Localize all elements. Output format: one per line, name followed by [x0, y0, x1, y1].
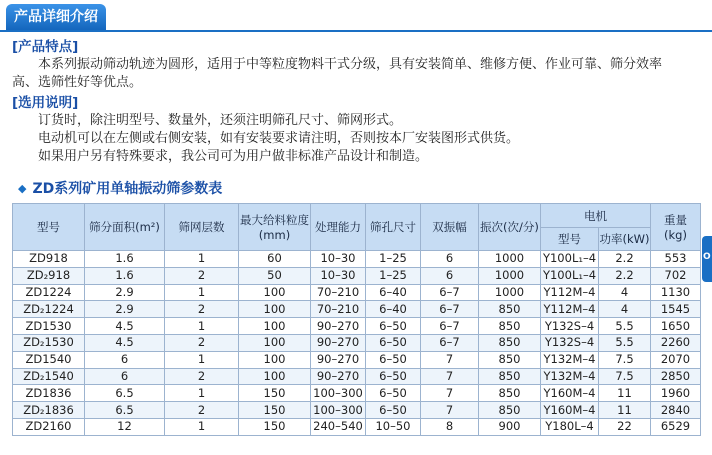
cell-layers: 1	[165, 418, 239, 435]
cell-hole-size: 10–50	[366, 418, 421, 435]
cell-weight: 2260	[651, 334, 701, 351]
header-frequency: 振次(次/分)	[479, 204, 541, 251]
cell-power: 4	[599, 301, 651, 318]
selection-line-3: 如果用户另有特殊要求，我公司可为用户做非标准产品设计和制造。	[12, 149, 429, 164]
cell-frequency: 1000	[479, 284, 541, 301]
cell-amplitude: 7	[421, 402, 479, 419]
header-hole-size: 筛孔尺寸	[366, 204, 421, 251]
features-section	[12, 38, 662, 92]
cell-power: 11	[599, 402, 651, 419]
cell-motor-model: Y180L–4	[541, 418, 599, 435]
cell-layers: 1	[165, 351, 239, 368]
cell-hole-size: 6–50	[366, 385, 421, 402]
cell-layers: 1	[165, 318, 239, 335]
table-row	[13, 402, 701, 419]
cell-area: 4.5	[85, 318, 165, 335]
cell-frequency: 850	[479, 334, 541, 351]
cell-model: ZD1836	[13, 385, 85, 402]
cell-hole-size: 6–50	[366, 334, 421, 351]
cell-model: ZD1224	[13, 284, 85, 301]
cell-area: 2.9	[85, 284, 165, 301]
cell-feed-size: 100	[239, 284, 311, 301]
cell-hole-size: 6–50	[366, 318, 421, 335]
cell-weight: 1130	[651, 284, 701, 301]
cell-capacity: 70–210	[311, 301, 366, 318]
tab-product-details[interactable]: 产品详细介绍	[6, 4, 106, 30]
cell-layers: 2	[165, 368, 239, 385]
cell-motor-model: Y132S–4	[541, 318, 599, 335]
cell-area: 6.5	[85, 385, 165, 402]
cell-layers: 2	[165, 267, 239, 284]
selection-section	[12, 94, 519, 166]
cell-layers: 2	[165, 402, 239, 419]
cell-feed-size: 50	[239, 267, 311, 284]
cell-weight: 2840	[651, 402, 701, 419]
cell-hole-size: 6–40	[366, 284, 421, 301]
cell-amplitude: 7	[421, 368, 479, 385]
cell-amplitude: 6–7	[421, 334, 479, 351]
cell-capacity: 10–30	[311, 267, 366, 284]
cell-area: 1.6	[85, 251, 165, 268]
cell-weight: 1650	[651, 318, 701, 335]
cell-motor-model: Y132M–4	[541, 351, 599, 368]
header-motor-power: 功率(kW)	[599, 228, 651, 251]
header-model: 型号	[13, 204, 85, 251]
cell-frequency: 1000	[479, 251, 541, 268]
header-capacity: 处理能力	[311, 204, 366, 251]
cell-hole-size: 1–25	[366, 251, 421, 268]
cell-motor-model: Y100L₁–4	[541, 267, 599, 284]
cell-amplitude: 6	[421, 251, 479, 268]
cell-amplitude: 6–7	[421, 301, 479, 318]
header-layers: 筛网层数	[165, 204, 239, 251]
cell-frequency: 1000	[479, 267, 541, 284]
cell-motor-model: Y160M–4	[541, 385, 599, 402]
cell-model: ZD₂1530	[13, 334, 85, 351]
cell-amplitude: 7	[421, 385, 479, 402]
cell-amplitude: 6–7	[421, 284, 479, 301]
cell-area: 4.5	[85, 334, 165, 351]
cell-model: ZD1530	[13, 318, 85, 335]
tab-bar	[0, 0, 712, 32]
cell-feed-size: 100	[239, 301, 311, 318]
table-row	[13, 334, 701, 351]
cell-frequency: 850	[479, 351, 541, 368]
cell-power: 7.5	[599, 368, 651, 385]
header-weight-label: 重量	[664, 213, 687, 227]
cell-feed-size: 150	[239, 385, 311, 402]
cell-weight: 2070	[651, 351, 701, 368]
cell-model: ZD₂918	[13, 267, 85, 284]
table-row	[13, 418, 701, 435]
selection-line-2: 电动机可以在左侧或右侧安装，如有安装要求请注明，否则按本厂安装图形式供货。	[12, 131, 520, 146]
cell-hole-size: 6–50	[366, 402, 421, 419]
cell-motor-model: Y132M–4	[541, 368, 599, 385]
table-row	[13, 385, 701, 402]
table-title-text: ZD系列矿用单轴振动筛参数表	[32, 181, 223, 197]
cell-power: 7.5	[599, 351, 651, 368]
cell-capacity: 90–270	[311, 368, 366, 385]
cell-motor-model: Y100L₁–4	[541, 251, 599, 268]
features-heading: [产品特点]	[12, 39, 79, 55]
cell-area: 6	[85, 351, 165, 368]
cell-layers: 1	[165, 251, 239, 268]
cell-model: ZD1540	[13, 351, 85, 368]
table-row	[13, 368, 701, 385]
cell-capacity: 240–540	[311, 418, 366, 435]
cell-power: 2.2	[599, 267, 651, 284]
cell-layers: 1	[165, 385, 239, 402]
cell-frequency: 900	[479, 418, 541, 435]
cell-capacity: 100–300	[311, 402, 366, 419]
cell-area: 12	[85, 418, 165, 435]
cell-model: ZD₂1224	[13, 301, 85, 318]
cell-feed-size: 60	[239, 251, 311, 268]
cell-capacity: 90–270	[311, 351, 366, 368]
cell-hole-size: 6–50	[366, 351, 421, 368]
table-row	[13, 301, 701, 318]
cell-capacity: 10–30	[311, 251, 366, 268]
cell-model: ZD918	[13, 251, 85, 268]
cell-hole-size: 1–25	[366, 267, 421, 284]
cell-feed-size: 100	[239, 351, 311, 368]
cell-motor-model: Y112M–4	[541, 301, 599, 318]
cell-amplitude: 6–7	[421, 318, 479, 335]
table-row	[13, 318, 701, 335]
side-float-tab[interactable]	[702, 236, 712, 282]
cell-area: 2.9	[85, 301, 165, 318]
cell-hole-size: 6–50	[366, 368, 421, 385]
cell-area: 6	[85, 368, 165, 385]
header-feed-size-label: 最大给料粒度	[240, 213, 309, 227]
header-motor-model: 型号	[541, 228, 599, 251]
cell-layers: 1	[165, 284, 239, 301]
cell-power: 11	[599, 385, 651, 402]
cell-power: 4	[599, 284, 651, 301]
cell-weight: 553	[651, 251, 701, 268]
cell-area: 1.6	[85, 267, 165, 284]
cell-capacity: 70–210	[311, 284, 366, 301]
table-row	[13, 284, 701, 301]
cell-hole-size: 6–40	[366, 301, 421, 318]
cell-capacity: 100–300	[311, 385, 366, 402]
selection-line-1: 订货时，除注明型号、数量外，还须注明筛孔尺寸、筛网形式。	[12, 113, 403, 128]
header-area: 筛分面积(m²)	[85, 204, 165, 251]
header-feed-size	[239, 204, 311, 251]
cell-weight: 1960	[651, 385, 701, 402]
cell-model: ZD₂1836	[13, 402, 85, 419]
table-row	[13, 251, 701, 268]
cell-capacity: 90–270	[311, 318, 366, 335]
cell-weight: 6529	[651, 418, 701, 435]
cell-frequency: 850	[479, 402, 541, 419]
table-header-row	[13, 204, 701, 228]
header-feed-size-unit: (mm)	[258, 228, 291, 242]
cell-amplitude: 6	[421, 267, 479, 284]
cell-layers: 2	[165, 301, 239, 318]
cell-feed-size: 150	[239, 418, 311, 435]
cell-feed-size: 150	[239, 402, 311, 419]
cell-power: 22	[599, 418, 651, 435]
table-body	[13, 251, 701, 436]
table-row	[13, 267, 701, 284]
cell-frequency: 850	[479, 318, 541, 335]
cell-motor-model: Y112M–4	[541, 284, 599, 301]
cell-motor-model: Y160M–4	[541, 402, 599, 419]
params-table	[12, 203, 701, 436]
cell-power: 5.5	[599, 334, 651, 351]
cell-amplitude: 7	[421, 351, 479, 368]
cell-weight: 2850	[651, 368, 701, 385]
cell-area: 6.5	[85, 402, 165, 419]
cell-feed-size: 100	[239, 368, 311, 385]
table-row	[13, 351, 701, 368]
features-line-1: 本系列振动筛动轨迹为圆形，适用于中等粒度物料干式分级，具有安装简单、维修方便、作业可靠、筛分效率	[12, 57, 663, 72]
features-line-2: 高、选筛性好等优点。	[12, 75, 143, 90]
header-weight	[651, 204, 701, 251]
table-title	[18, 178, 222, 198]
cell-frequency: 850	[479, 301, 541, 318]
cell-model: ZD2160	[13, 418, 85, 435]
diamond-bullet-icon: ◆	[18, 182, 27, 195]
cell-amplitude: 8	[421, 418, 479, 435]
selection-heading: [选用说明]	[12, 95, 79, 111]
cell-feed-size: 100	[239, 318, 311, 335]
cell-weight: 702	[651, 267, 701, 284]
cell-weight: 1545	[651, 301, 701, 318]
cell-feed-size: 100	[239, 334, 311, 351]
cell-power: 5.5	[599, 318, 651, 335]
side-tab-label: O	[703, 252, 711, 262]
header-amplitude: 双振幅	[421, 204, 479, 251]
cell-power: 2.2	[599, 251, 651, 268]
cell-frequency: 850	[479, 368, 541, 385]
cell-layers: 2	[165, 334, 239, 351]
cell-model: ZD₂1540	[13, 368, 85, 385]
cell-capacity: 90–270	[311, 334, 366, 351]
header-weight-unit: (kg)	[664, 228, 687, 242]
cell-frequency: 850	[479, 385, 541, 402]
cell-motor-model: Y132S–4	[541, 334, 599, 351]
header-motor: 电机	[541, 204, 651, 228]
